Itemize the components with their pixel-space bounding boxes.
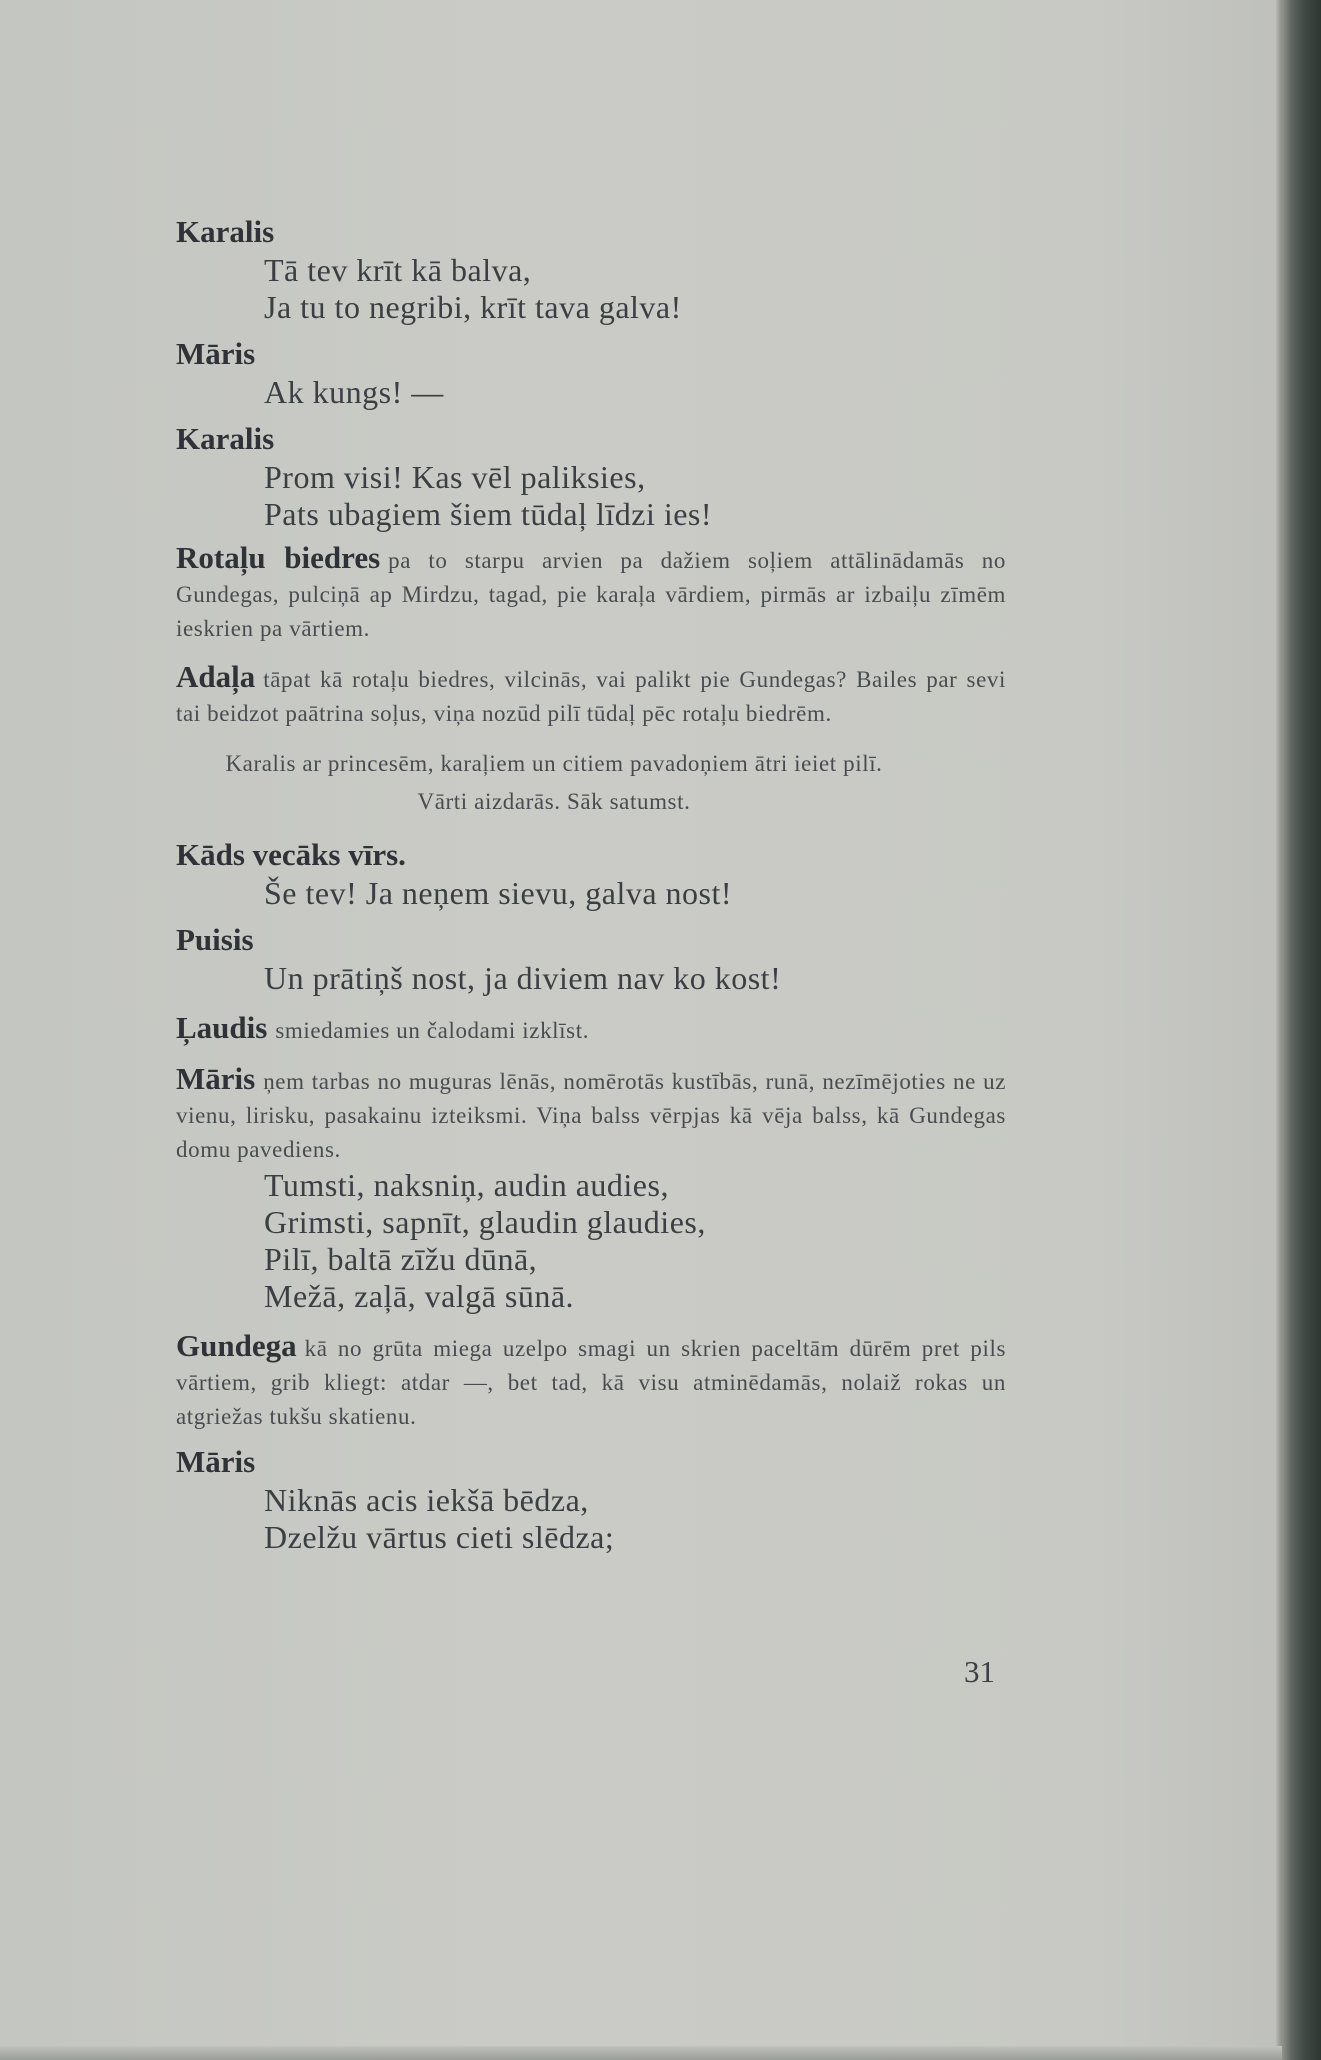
- verse: [264, 374, 1006, 411]
- speaker-name: Karalis: [176, 421, 275, 456]
- verse-line: Niknās acis iekšā bēdza,: [264, 1482, 589, 1518]
- verse: [264, 459, 1006, 533]
- speaker-name: Māris: [176, 1444, 256, 1479]
- scene-direction-line: Karalis ar princesēm, karaļiem un citiem pavadoņiem ātri ieiet pilī.: [225, 751, 883, 776]
- speaker-name: Ļaudis: [176, 1010, 268, 1045]
- verse: [264, 875, 1006, 912]
- stage-direction: [176, 1329, 1006, 1434]
- speaker-name: Gundega: [176, 1328, 297, 1363]
- book-spine: [1282, 0, 1321, 2060]
- verse: [264, 960, 1006, 997]
- verse-line: Prom visi! Kas vēl paliksies,: [264, 459, 646, 495]
- verse-line: Grimsti, sapnīt, glaudin glaudies,: [264, 1204, 706, 1240]
- page-bottom-edge: [0, 2046, 1282, 2060]
- stage-text: smiedamies un čalodami izklīst.: [275, 1018, 590, 1043]
- scene-direction-line: Vārti aizdarās. Sāk satumst.: [417, 789, 691, 814]
- stage-text: ņem tarbas no muguras lēnās, nomērotās kustībās, runā, nezīmējoties ne uz vienu, lirisku, pasakainu izteiksmi. Viņa balss vērpjas kā vēja balss, kā Gundegas domu pavediens.: [176, 1069, 1006, 1162]
- stage-direction: [176, 1011, 1006, 1048]
- verse-line: Un prātiņš nost, ja diviem nav ko kost!: [264, 960, 782, 996]
- speaker-name: Rotaļu biedres: [176, 540, 381, 575]
- scene-direction: [94, 745, 1014, 821]
- verse-line: Tumsti, naksniņ, audin audies,: [264, 1167, 669, 1203]
- stage-text: kā no grūta miega uzelpo smagi un skrien paceltām dūrēm pret pils vārtiem, grib kliegt: atdar —, bet tad, kā visu atminēdamās, nolaiž rokas un atgriežas tukšu skatienu.: [176, 1336, 1006, 1429]
- speaker-name: Kāds vecāks vīrs.: [176, 837, 406, 872]
- stage-text: pa to starpu arvien pa dažiem soļiem attālinādamās no Gundegas, pulciņā ap Mirdzu, tagad, pie karaļa vārdiem, pirmās ar izbaiļu zīmēm ieskrien pa vārtiem.: [176, 548, 1006, 641]
- verse: [264, 252, 1006, 326]
- verse: [264, 1482, 1006, 1556]
- verse: [264, 1167, 1006, 1315]
- stage-direction: [176, 1062, 1006, 1167]
- verse-line: Še tev! Ja neņem sievu, galva nost!: [264, 875, 733, 911]
- verse-line: Tā tev krīt kā balva,: [264, 252, 532, 288]
- verse-line: Ja tu to negribi, krīt tava galva!: [264, 289, 682, 325]
- speaker-name: Māris: [176, 336, 256, 371]
- stage-direction: [176, 660, 1006, 731]
- verse-line: Pats ubagiem šiem tūdaļ līdzi ies!: [264, 496, 713, 532]
- verse-line: Pilī, baltā zīžu dūnā,: [264, 1241, 538, 1277]
- stage-direction: [176, 541, 1006, 646]
- speaker-name: Adaļa: [176, 659, 256, 694]
- page-number: 31: [964, 1654, 995, 1689]
- speaker-name: Māris: [176, 1061, 256, 1096]
- speaker-name: Karalis: [176, 214, 275, 249]
- page-text: [176, 212, 1006, 1556]
- speaker-name: Puisis: [176, 922, 254, 957]
- verse-line: Mežā, zaļā, valgā sūnā.: [264, 1278, 575, 1314]
- stage-text: tāpat kā rotaļu biedres, vilcinās, vai palikt pie Gundegas? Bailes par sevi tai beidzot paātrina soļus, viņa nozūd pilī tūdaļ pēc rotaļu biedrēm.: [176, 667, 1006, 726]
- verse-line: Dzelžu vārtus cieti slēdza;: [264, 1519, 615, 1555]
- verse-line: Ak kungs! —: [264, 374, 444, 410]
